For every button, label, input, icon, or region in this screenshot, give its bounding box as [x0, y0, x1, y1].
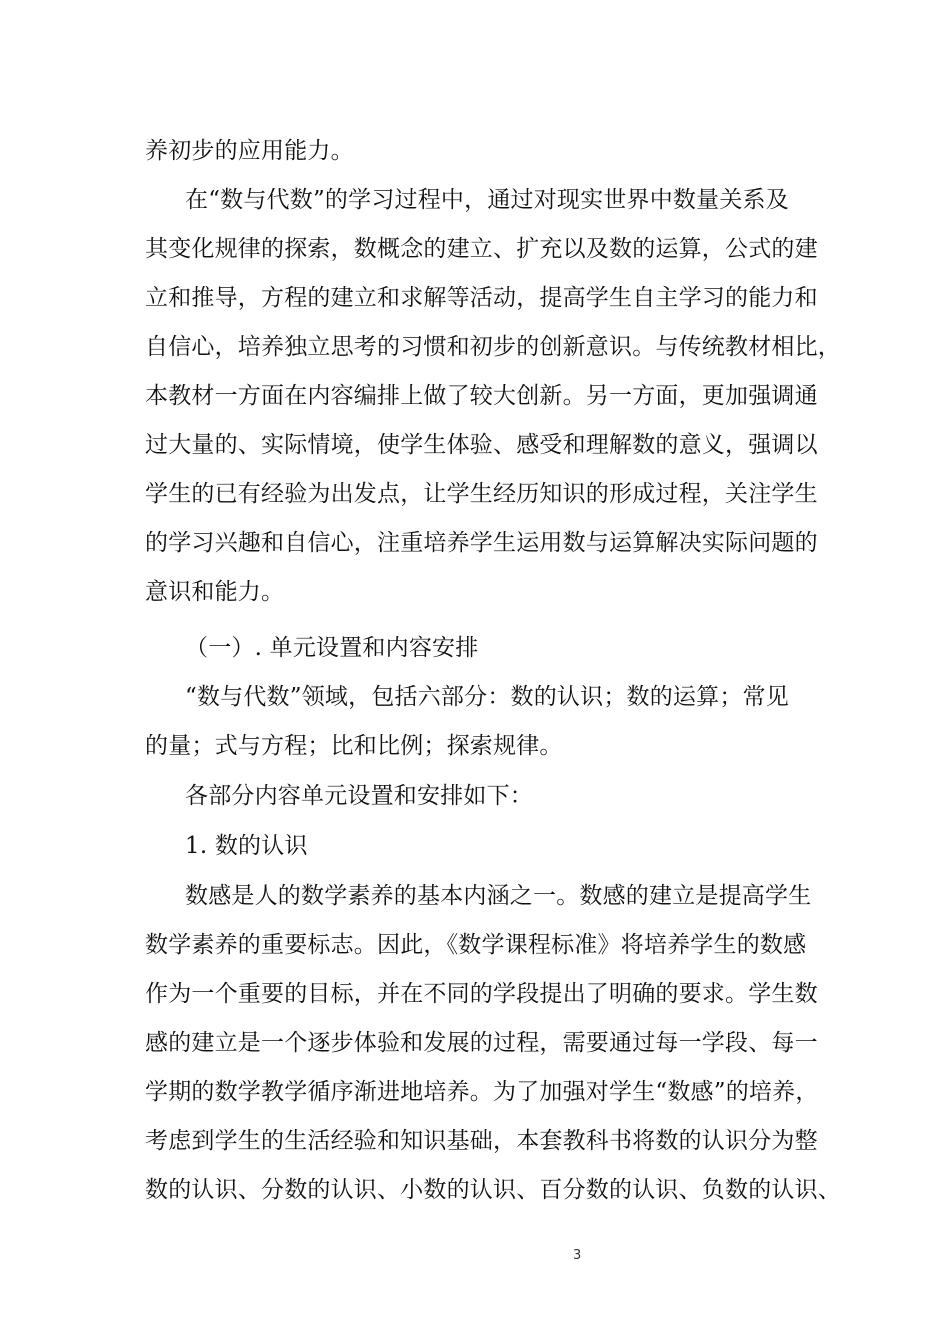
- page-number: 3: [573, 1248, 582, 1263]
- text-line: 其变化规律的探索，数概念的建立、扩充以及数的运算，公式的建: [145, 236, 818, 262]
- text-line: 学期的数学教学循序渐进地培养。为了加强对学生“数感”的培养，: [145, 1079, 819, 1105]
- text-line: 本教材一方面在内容编排上做了较大创新。另一方面，更加强调通: [145, 383, 818, 409]
- paragraph-start: “数与代数”领域，包括六部分：数的认识；数的运算；常见: [185, 684, 789, 710]
- text-line: 数的认识、分数的认识、小数的认识、百分数的认识、负数的认识、: [145, 1177, 841, 1203]
- text-line: 考虑到学生的生活经验和知识基础，本套教科书将数的认识分为整: [145, 1128, 818, 1154]
- text-line: 立和推导，方程的建立和求解等活动，提高学生自主学习的能力和: [145, 285, 818, 311]
- text-line: 意识和能力。: [145, 579, 285, 605]
- paragraph-start: 各部分内容单元设置和安排如下：: [185, 783, 533, 809]
- text-line: 感的建立是一个逐步体验和发展的过程，需要通过每一学段、每一: [145, 1030, 818, 1056]
- text-line: 作为一个重要的目标，并在不同的学段提出了明确的要求。学生数: [145, 981, 818, 1007]
- text-line: 的量；式与方程；比和比例；探索规律。: [145, 733, 563, 759]
- section-heading: （一）. 单元设置和内容安排: [185, 635, 479, 661]
- paragraph-start: 数感是人的数学素养的基本内涵之一。数感的建立是提高学生: [185, 883, 812, 909]
- text-line: 自信心，培养独立思考的习惯和初步的创新意识。与传统教材相比，: [145, 334, 841, 360]
- text-line: 过大量的、实际情境，使学生体验、感受和理解数的意义，强调以: [145, 432, 818, 458]
- text-line: 养初步的应用能力。: [145, 138, 354, 164]
- text-line: 数学素养的重要标志。因此，《数学课程标准》将培养学生的数感: [145, 932, 807, 958]
- subsection-heading: 1. 数的认识: [185, 833, 308, 859]
- paragraph-start: 在“数与代数”的学习过程中，通过对现实世界中数量关系及: [185, 187, 789, 213]
- text-line: 学生的已有经验为出发点，让学生经历知识的形成过程，关注学生: [145, 481, 818, 507]
- text-line: 的学习兴趣和自信心，注重培养学生运用数与运算解决实际问题的: [145, 530, 818, 556]
